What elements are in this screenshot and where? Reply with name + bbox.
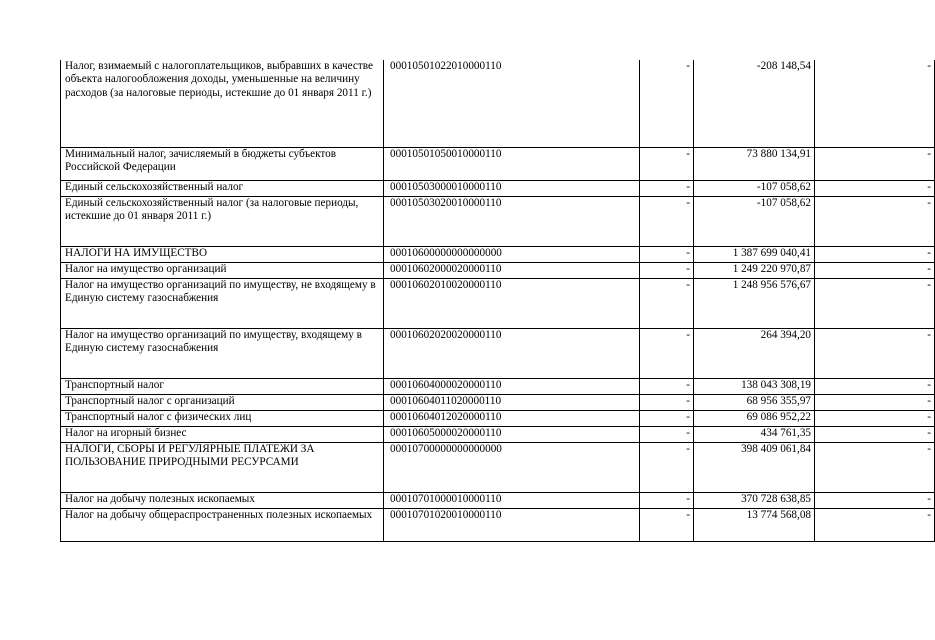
- table-row: [61, 278, 935, 328]
- row-unexecuted: -: [815, 442, 935, 492]
- row-code: 00010501022010000110: [384, 60, 640, 147]
- row-approved: -: [640, 410, 694, 426]
- row-code: 00010604000020000110: [384, 378, 640, 394]
- row-code: 00010605000020000110: [384, 426, 640, 442]
- row-name: Налог на добычу общераспространенных полезных ископаемых: [61, 508, 384, 541]
- income-table: [60, 60, 935, 542]
- table-row: [61, 426, 935, 442]
- row-name: Минимальный налог, зачисляемый в бюджеты субъектов Российской Федерации: [61, 147, 384, 180]
- row-approved: -: [640, 196, 694, 246]
- row-executed: 73 880 134,91: [694, 147, 815, 180]
- row-executed: 138 043 308,19: [694, 378, 815, 394]
- row-code: 00010600000000000000: [384, 246, 640, 262]
- row-code: 00010602000020000110: [384, 262, 640, 278]
- row-unexecuted: -: [815, 426, 935, 442]
- row-unexecuted: -: [815, 410, 935, 426]
- row-unexecuted: -: [815, 246, 935, 262]
- row-executed: 68 956 355,97: [694, 394, 815, 410]
- table-row: [61, 410, 935, 426]
- table-row: [61, 508, 935, 541]
- table-row: [61, 442, 935, 492]
- row-approved: -: [640, 328, 694, 378]
- row-unexecuted: -: [815, 278, 935, 328]
- row-unexecuted: -: [815, 394, 935, 410]
- row-name: Транспортный налог с физических лиц: [61, 410, 384, 426]
- row-executed: 264 394,20: [694, 328, 815, 378]
- row-name: Налог на имущество организаций по имуществу, входящему в Единую систему газоснабжения: [61, 328, 384, 378]
- row-unexecuted: -: [815, 196, 935, 246]
- row-code: 00010701020010000110: [384, 508, 640, 541]
- row-executed: 13 774 568,08: [694, 508, 815, 541]
- row-name: Налог на игорный бизнес: [61, 426, 384, 442]
- row-name: Транспортный налог: [61, 378, 384, 394]
- row-code: 00010602010020000110: [384, 278, 640, 328]
- row-unexecuted: -: [815, 60, 935, 147]
- row-name: Транспортный налог с организаций: [61, 394, 384, 410]
- row-name: Налог на имущество организаций по имуществу, не входящему в Единую систему газоснабжения: [61, 278, 384, 328]
- table-row: [61, 262, 935, 278]
- row-unexecuted: -: [815, 492, 935, 508]
- row-approved: -: [640, 246, 694, 262]
- row-unexecuted: -: [815, 328, 935, 378]
- table-row: [61, 378, 935, 394]
- row-executed: 370 728 638,85: [694, 492, 815, 508]
- row-unexecuted: -: [815, 378, 935, 394]
- row-code: 00010501050010000110: [384, 147, 640, 180]
- table-row: [61, 196, 935, 246]
- row-approved: -: [640, 262, 694, 278]
- row-name: НАЛОГИ НА ИМУЩЕСТВО: [61, 246, 384, 262]
- row-name: Налог, взимаемый с налогоплательщиков, выбравших в качестве объекта налогообложения доходы, уменьшенные на величину расходов (за налоговые периоды, истекшие до 01 января 2011 г.): [61, 60, 384, 147]
- row-unexecuted: -: [815, 180, 935, 196]
- row-approved: -: [640, 394, 694, 410]
- table-row: [61, 246, 935, 262]
- row-approved: -: [640, 278, 694, 328]
- row-code: 00010700000000000000: [384, 442, 640, 492]
- row-approved: -: [640, 426, 694, 442]
- table-row: [61, 394, 935, 410]
- row-approved: -: [640, 60, 694, 147]
- row-executed: 1 249 220 970,87: [694, 262, 815, 278]
- row-name: Налог на имущество организаций: [61, 262, 384, 278]
- row-approved: -: [640, 378, 694, 394]
- row-executed: 398 409 061,84: [694, 442, 815, 492]
- row-approved: -: [640, 508, 694, 541]
- row-name: Налог на добычу полезных ископаемых: [61, 492, 384, 508]
- row-executed: -208 148,54: [694, 60, 815, 147]
- table-row: [61, 328, 935, 378]
- row-approved: -: [640, 442, 694, 492]
- row-unexecuted: -: [815, 262, 935, 278]
- table-row: [61, 147, 935, 180]
- row-unexecuted: -: [815, 147, 935, 180]
- row-executed: 69 086 952,22: [694, 410, 815, 426]
- row-approved: -: [640, 147, 694, 180]
- row-name: Единый сельскохозяйственный налог: [61, 180, 384, 196]
- row-executed: 1 387 699 040,41: [694, 246, 815, 262]
- row-executed: -107 058,62: [694, 196, 815, 246]
- row-executed: 434 761,35: [694, 426, 815, 442]
- row-unexecuted: -: [815, 508, 935, 541]
- row-approved: -: [640, 180, 694, 196]
- row-code: 00010503000010000110: [384, 180, 640, 196]
- row-code: 00010503020010000110: [384, 196, 640, 246]
- row-name: Единый сельскохозяйственный налог (за налоговые периоды, истекшие до 01 января 2011 г.): [61, 196, 384, 246]
- table-row: [61, 60, 935, 147]
- row-code: 00010602020020000110: [384, 328, 640, 378]
- table-row: [61, 180, 935, 196]
- row-approved: -: [640, 492, 694, 508]
- row-code: 00010701000010000110: [384, 492, 640, 508]
- row-executed: 1 248 956 576,67: [694, 278, 815, 328]
- table-row: [61, 492, 935, 508]
- row-code: 00010604012020000110: [384, 410, 640, 426]
- report-sheet: [60, 60, 931, 542]
- row-code: 00010604011020000110: [384, 394, 640, 410]
- row-executed: -107 058,62: [694, 180, 815, 196]
- row-name: НАЛОГИ, СБОРЫ И РЕГУЛЯРНЫЕ ПЛАТЕЖИ ЗА ПОЛЬЗОВАНИЕ ПРИРОДНЫМИ РЕСУРСАМИ: [61, 442, 384, 492]
